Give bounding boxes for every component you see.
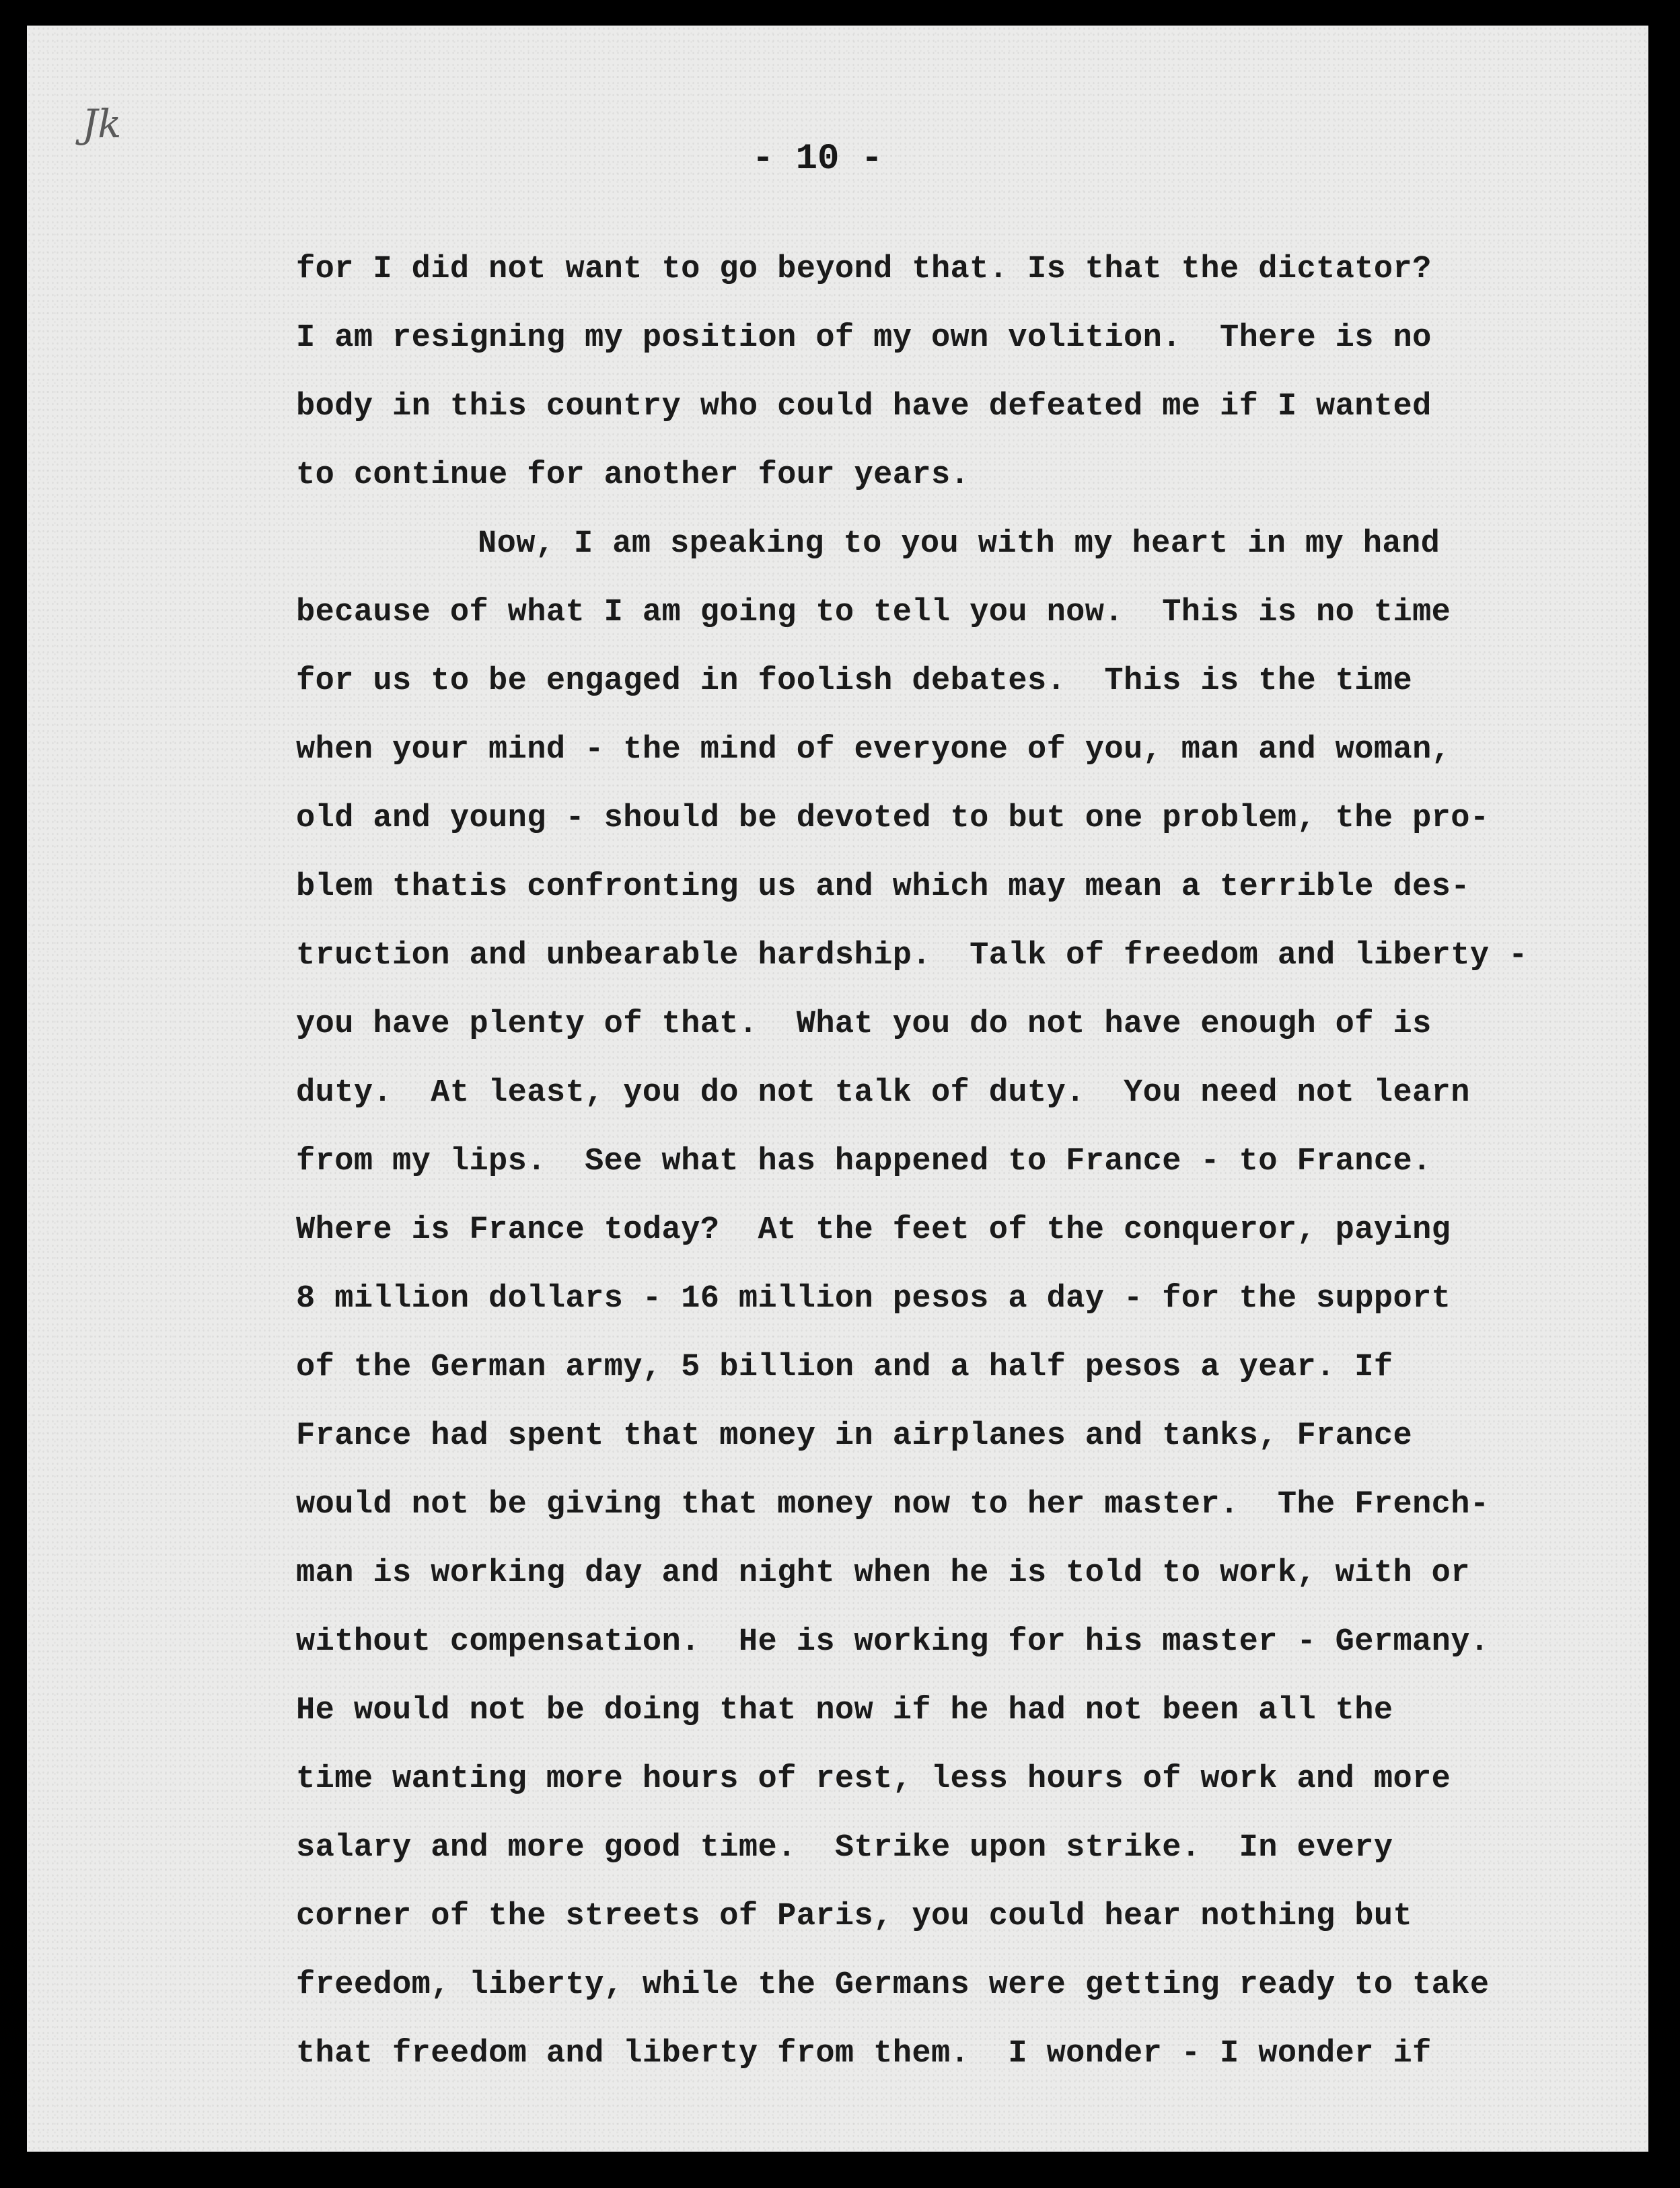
text-line: duty. At least, you do not talk of duty. You need not learn [296,1075,1470,1111]
corner-handwritten-mark: Jk [82,101,122,147]
text-line: to continue for another four years. [296,458,970,493]
text-line: you have plenty of that. What you do not have enough of is [296,1007,1432,1042]
text-line: of the German army, 5 billion and a half pesos a year. If [296,1350,1393,1385]
text-line: man is working day and night when he is told to work, with or [296,1556,1470,1591]
text-line: without compensation. He is working for his master - Germany. [296,1624,1490,1660]
text-line: for I did not want to go beyond that. Is that the dictator? [296,252,1432,287]
text-line: from my lips. See what has happened to France - to France. [296,1144,1432,1179]
text-line: salary and more good time. Strike upon strike. In every [296,1830,1393,1866]
text-line: that freedom and liberty from them. I wonder - I wonder if [296,2036,1432,2072]
text-line: time wanting more hours of rest, less hours of work and more [296,1761,1451,1797]
page-number: - 10 - [752,139,883,180]
text-line: He would not be doing that now if he had not been all the [296,1693,1393,1728]
text-line: Where is France today? At the feet of the conqueror, paying [296,1212,1451,1248]
text-line: I am resigning my position of my own volition. There is no [296,320,1432,356]
document-page [27,26,1648,2152]
text-line: 8 million dollars - 16 million pesos a day - for the support [296,1281,1451,1317]
text-line: truction and unbearable hardship. Talk of freedom and liberty - [296,938,1528,974]
paragraph-start-line: Now, I am speaking to you with my heart in my hand [478,526,1440,562]
text-line: because of what I am going to tell you now. This is no time [296,595,1451,630]
text-line: when your mind - the mind of everyone of you, man and woman, [296,732,1451,768]
text-line: blem thatis confronting us and which may mean a terrible des- [296,869,1470,905]
text-line: old and young - should be devoted to but one problem, the pro- [296,801,1490,836]
text-line: corner of the streets of Paris, you could hear nothing but [296,1899,1413,1934]
text-line: would not be giving that money now to her master. The French- [296,1487,1490,1523]
text-line: body in this country who could have defeated me if I wanted [296,389,1432,425]
text-line: France had spent that money in airplanes and tanks, France [296,1418,1413,1454]
body-text [296,235,1628,2088]
text-line: freedom, liberty, while the Germans were getting ready to take [296,1967,1490,2003]
text-line: for us to be engaged in foolish debates. This is the time [296,663,1413,699]
